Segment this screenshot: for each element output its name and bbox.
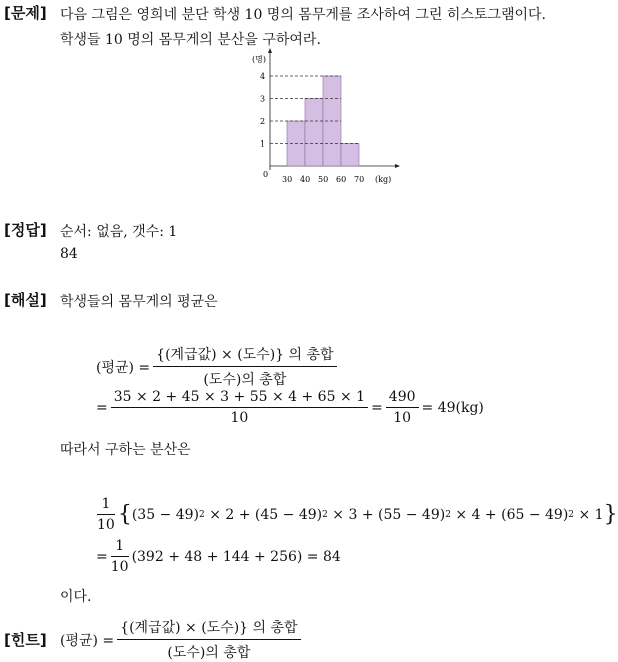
- variance-close-brace: }: [603, 501, 618, 527]
- histogram-bar: [305, 99, 323, 167]
- problem-line2: 학생들 10 명의 몸무게의 분산을 구하여라.: [60, 32, 321, 48]
- answer-label: [정답]: [4, 221, 47, 239]
- result-tail: = 49(kg): [421, 399, 484, 416]
- x-tick-label: 60: [336, 175, 347, 184]
- x-tick-label: 30: [282, 175, 293, 184]
- variance-result: [96, 538, 341, 575]
- histogram-bar: [341, 144, 359, 167]
- x-tick-label: 70: [354, 175, 365, 184]
- problem-label: [문제]: [4, 4, 47, 22]
- solution-end: 이다.: [60, 589, 92, 605]
- variance-exp-4: 2: [568, 509, 575, 520]
- answer-meta: 순서: 없음, 갯수: 1: [60, 224, 178, 240]
- answer-value: 84: [60, 246, 78, 262]
- x-axis-label: (kg): [375, 175, 392, 184]
- mean-lhs: (평균) =: [96, 359, 151, 376]
- variance-term-4: (65 − 49): [501, 506, 569, 523]
- hint-formula: [60, 617, 304, 662]
- mean-calc: [96, 389, 484, 426]
- hint-denominator: (도수)의 총합: [167, 645, 251, 661]
- variance-coef: [97, 496, 115, 533]
- variance-result-coef: [111, 538, 129, 575]
- variance-result-coef-num: 1: [111, 538, 129, 557]
- solution-intro: 학생들의 몸무게의 평균은: [60, 294, 218, 310]
- variance-open-brace: {: [117, 501, 132, 527]
- variance-coef-den: 10: [97, 517, 115, 533]
- calc-fraction: [111, 389, 368, 426]
- variance-term-2: (45 − 49): [254, 506, 323, 523]
- variance-coef-num: 1: [97, 496, 115, 515]
- mean-denominator: (도수)의 총합: [203, 372, 287, 388]
- result-denominator: 10: [393, 410, 412, 426]
- mean-numerator: {(계급값) × (도수)} 의 총합: [153, 344, 336, 367]
- y-axis-label: (명): [252, 55, 266, 64]
- variance-term-3: (55 − 49): [378, 506, 446, 523]
- variance-term-1-tail: × 2 +: [204, 506, 255, 523]
- variance-term-1: (35 − 49): [131, 506, 200, 523]
- x-tick-label: 50: [318, 175, 329, 184]
- calc-numerator: 35 × 2 + 45 × 3 + 55 × 4 + 65 × 1: [111, 389, 368, 408]
- result-numerator: 490: [386, 389, 419, 408]
- result-fraction: [386, 389, 419, 426]
- calc-eq: =: [96, 399, 108, 416]
- x-axis-arrow: [395, 164, 400, 168]
- variance-result-tail: (392 + 48 + 144 + 256) = 84: [131, 548, 341, 565]
- histogram: [245, 46, 410, 188]
- variance-eq: =: [96, 548, 108, 565]
- problem-line1: 다음 그림은 영희네 분단 학생 10 명의 몸무게를 조사하여 그린 히스토그램이다.: [60, 7, 547, 23]
- variance-formula: [94, 496, 618, 533]
- calc-denominator: 10: [230, 410, 249, 426]
- variance-term-2-tail: × 3 +: [327, 506, 379, 523]
- calc-eq2: =: [371, 399, 383, 416]
- variance-exp-3: 2: [445, 509, 451, 520]
- mean-fraction: [153, 344, 336, 389]
- hint-lhs: (평균) =: [60, 632, 115, 649]
- y-tick-label: 1: [260, 139, 266, 149]
- hint-fraction: [117, 617, 300, 662]
- hint-label: [힌트]: [4, 631, 47, 649]
- variance-exp-2: 2: [322, 509, 328, 520]
- variance-exp-1: 2: [199, 509, 205, 520]
- variance-result-coef-den: 10: [110, 559, 129, 575]
- x-tick-label: 40: [300, 175, 311, 184]
- y-tick-label: 4: [260, 72, 266, 81]
- origin-label: 0: [263, 170, 269, 179]
- y-tick-label: 3: [260, 94, 266, 104]
- solution-label: [해설]: [4, 291, 47, 309]
- variance-term-4-tail: × 1: [574, 506, 604, 523]
- y-tick-label: 2: [260, 117, 266, 126]
- variance-intro: 따라서 구하는 분산은: [60, 442, 191, 458]
- hint-numerator: {(계급값) × (도수)} 의 총합: [117, 617, 300, 640]
- variance-term-3-tail: × 4 +: [450, 506, 502, 523]
- y-axis-arrow: [268, 48, 272, 53]
- mean-formula: [96, 344, 340, 389]
